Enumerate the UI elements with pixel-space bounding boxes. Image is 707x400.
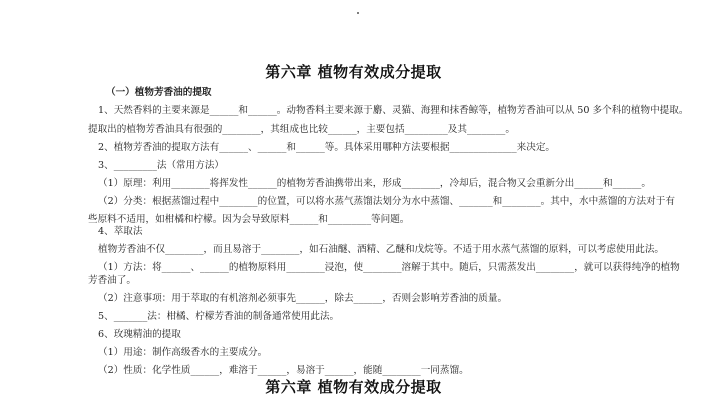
text-line: 2、植物芳香油的提取方法有______、______和______等。具体采用哪种方法要根据______________来决定。 — [98, 142, 556, 153]
text-line: 6、玫瑰精油的提取 — [98, 329, 181, 340]
text-line: （1）方法：将______、______的植物原料用________浸泡，使________溶解于其中。随后，只需蒸发出________，就可以获得纯净的植物 — [98, 262, 680, 273]
text-line: 些原料不适用，如柑橘和柠檬。因为会导致原料______和_________等问题。 — [88, 214, 410, 225]
text-line: （2）注意事项：用于萃取的有机溶剂必须事先______，除去______，否则会影响芳香油的质量。 — [98, 293, 508, 304]
text-line: 提取出的植物芳香油具有很强的________，其组成也比较______，主要包括_________及其________。 — [88, 124, 515, 135]
text-line: 芳香油了。 — [88, 275, 136, 286]
text-line: （1）用途：制作高级香水的主要成分。 — [98, 347, 268, 358]
chapter-title: 第六章 植物有效成分提取 — [265, 63, 442, 81]
text-line: 植物芳香油不仅________，而且易溶于________，如石油醚、酒精、乙醚和戊烷等。不适于用水蒸气蒸馏的原料，可以考虑使用此法。 — [98, 244, 665, 255]
chapter-title-repeat: 第六章 植物有效成分提取 — [265, 378, 442, 396]
text-line: 5、_______法：柑橘、柠檬芳香油的制备通常使用此法。 — [98, 311, 340, 322]
section-heading: （一）植物芳香油的提取 — [106, 87, 212, 98]
text-line: （2）分类：根据蒸馏过程中________的位置，可以将水蒸气蒸馏法划分为水中蒸馏、_______和________。其中，水中蒸馏的方法对于有 — [98, 196, 675, 207]
text-line: （2）性质：化学性质______，难溶于______，易溶于______，能随________一同蒸馏。 — [98, 365, 469, 376]
text-line: 1、天然香料的主要来源是______和______。动物香料主要来源于麝、灵猫、海狸和抹香鲸等，植物芳香油可以从 50 多个科的植物中提取。 — [98, 105, 689, 116]
text-line: （1）原理：利用________将挥发性______的植物芳香油携带出来，形成________，冷却后，混合物又会重新分出______和______。 — [98, 178, 651, 189]
text-line: 4、萃取法 — [98, 226, 143, 237]
page-dot — [357, 12, 359, 14]
text-line: 3、_________法（常用方法） — [98, 160, 225, 171]
